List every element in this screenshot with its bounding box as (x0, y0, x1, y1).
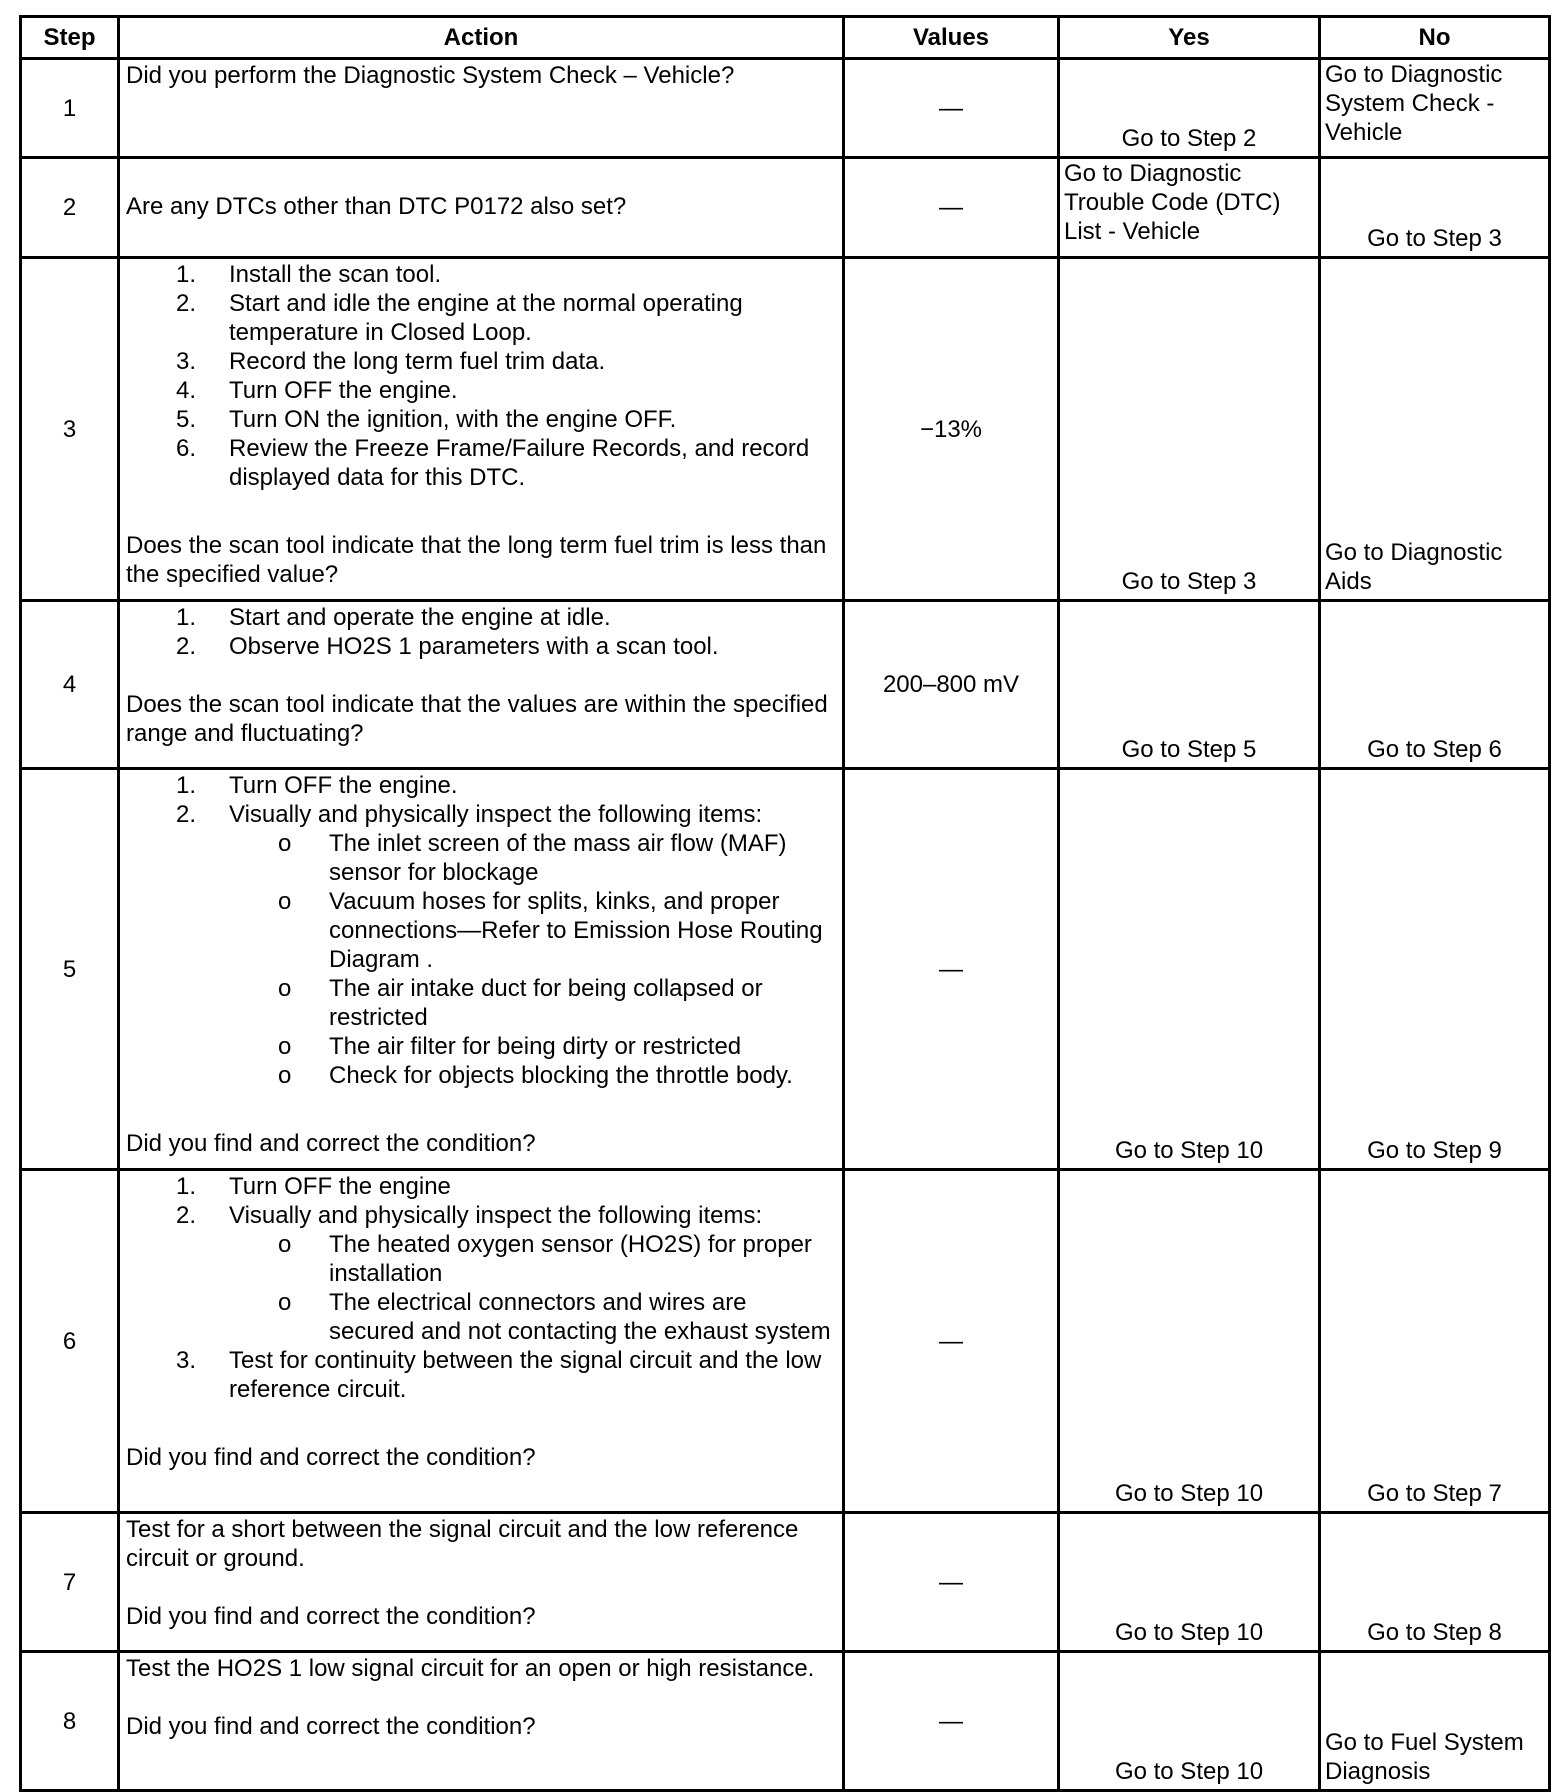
diagnostic-table (19, 15, 1551, 1792)
sub-list (229, 829, 836, 1090)
header-row (21, 17, 1550, 59)
action-cell (119, 1170, 844, 1513)
yes-cell: Go to Diagnostic Trouble Code (DTC) List - Vehicle (1059, 158, 1320, 258)
list-item: 4. Turn OFF the engine. (176, 377, 458, 404)
yes-cell: Go to Step 10 (1059, 1652, 1320, 1791)
action-text: Did you perform the Diagnostic System Check – Vehicle? (126, 62, 735, 89)
yes-cell: Go to Step 10 (1059, 769, 1320, 1170)
step-number: 8 (21, 1652, 119, 1791)
action-question: Does the scan tool indicate that the long term fuel trim is less than the specified value? (126, 532, 827, 588)
no-cell: Go to Diagnostic System Check - Vehicle (1320, 59, 1550, 158)
header-values: Values (844, 17, 1059, 59)
yes-cell: Go to Step 10 (1059, 1170, 1320, 1513)
table-row (21, 59, 1550, 158)
header-yes: Yes (1059, 17, 1320, 59)
action-question: Did you find and correct the condition? (126, 1130, 536, 1157)
action-question: Did you find and correct the condition? (126, 1444, 536, 1471)
step-number: 2 (21, 158, 119, 258)
no-cell: Go to Step 8 (1320, 1513, 1550, 1652)
list-item: 2. Visually and physically inspect the following items: o The heated oxygen sensor (HO2S) for proper installation o The electrical connectors and wires are secured and not contacting the exhaust system (126, 1201, 836, 1346)
list-item: 2. Start and idle the engine at the normal operating temperature in Closed Loop. (176, 290, 743, 346)
action-question: Are any DTCs other than DTC P0172 also set? (126, 193, 627, 220)
action-steps (126, 260, 836, 492)
sub-item: o The air filter for being dirty or restricted (278, 1033, 742, 1060)
header-no: No (1320, 17, 1550, 59)
action-steps (126, 1172, 836, 1404)
sub-item: o Check for objects blocking the throttle body. (278, 1062, 793, 1089)
header-step: Step (21, 17, 119, 59)
table-row (21, 158, 1550, 258)
table-row (21, 1652, 1550, 1791)
step-number: 1 (21, 59, 119, 158)
no-cell: Go to Step 7 (1320, 1170, 1550, 1513)
no-cell: Go to Step 3 (1320, 158, 1550, 258)
value-cell: −13% (844, 258, 1059, 601)
value-cell: — (844, 1652, 1059, 1791)
list-item: 1. Install the scan tool. (176, 261, 442, 288)
sub-item: o Vacuum hoses for splits, kinks, and proper connections—Refer to Emission Hose Routing Diagram . (278, 888, 823, 973)
action-cell (119, 601, 844, 769)
value-cell: — (844, 769, 1059, 1170)
step-number: 3 (21, 258, 119, 601)
sub-item: o The heated oxygen sensor (HO2S) for proper installation (278, 1231, 812, 1287)
table-row (21, 258, 1550, 601)
list-item: 1. Start and operate the engine at idle. (176, 604, 611, 631)
value-cell: — (844, 158, 1059, 258)
list-item: 3. Record the long term fuel trim data. (176, 348, 606, 375)
sub-item: o The electrical connectors and wires are secured and not contacting the exhaust system (278, 1289, 831, 1345)
action-cell (119, 769, 844, 1170)
action-text: Test for a short between the signal circuit and the low reference circuit or ground. (126, 1516, 799, 1572)
action-steps (126, 771, 836, 1090)
value-cell: — (844, 59, 1059, 158)
no-cell: Go to Fuel System Diagnosis (1320, 1652, 1550, 1791)
value-cell: — (844, 1513, 1059, 1652)
list-item: 6. Review the Freeze Frame/Failure Records, and record displayed data for this DTC. (176, 435, 810, 491)
action-cell (119, 158, 844, 258)
no-cell: Go to Diagnostic Aids (1320, 258, 1550, 601)
sub-list (229, 1230, 836, 1346)
step-number: 7 (21, 1513, 119, 1652)
yes-cell: Go to Step 2 (1059, 59, 1320, 158)
value-cell: 200–800 mV (844, 601, 1059, 769)
value-cell: — (844, 1170, 1059, 1513)
step-number: 5 (21, 769, 119, 1170)
header-action: Action (119, 17, 844, 59)
yes-cell: Go to Step 10 (1059, 1513, 1320, 1652)
list-item: 1. Turn OFF the engine. (176, 772, 458, 799)
step-number: 4 (21, 601, 119, 769)
yes-cell: Go to Step 3 (1059, 258, 1320, 601)
action-steps (126, 603, 836, 661)
list-item: 2. Observe HO2S 1 parameters with a scan tool. (176, 633, 719, 660)
table-row (21, 1513, 1550, 1652)
table-row (21, 601, 1550, 769)
sub-item: o The inlet screen of the mass air flow (MAF) sensor for blockage (278, 830, 787, 886)
list-item: 1. Turn OFF the engine (176, 1173, 451, 1200)
yes-cell: Go to Step 5 (1059, 601, 1320, 769)
list-item: 3. Test for continuity between the signal circuit and the low reference circuit. (176, 1347, 822, 1403)
table-row (21, 1170, 1550, 1513)
no-cell: Go to Step 6 (1320, 601, 1550, 769)
action-cell (119, 258, 844, 601)
list-item: 5. Turn ON the ignition, with the engine OFF. (176, 406, 677, 433)
action-cell (119, 1513, 844, 1652)
action-question: Does the scan tool indicate that the values are within the specified range and fluctuating? (126, 691, 828, 747)
action-text: Test the HO2S 1 low signal circuit for an open or high resistance. (126, 1655, 815, 1682)
step-number: 6 (21, 1170, 119, 1513)
action-question: Did you find and correct the condition? (126, 1603, 536, 1630)
no-cell: Go to Step 9 (1320, 769, 1550, 1170)
action-question: Did you find and correct the condition? (126, 1713, 536, 1740)
table-row (21, 769, 1550, 1170)
action-cell (119, 59, 844, 158)
sub-item: o The air intake duct for being collapsed or restricted (278, 975, 763, 1031)
action-cell (119, 1652, 844, 1791)
list-item: 2. Visually and physically inspect the following items: o The inlet screen of the mass air flow (MAF) sensor for blockage o Vacuum hoses for splits, kinks, and proper connections—Refer to Emission Hose Routing Diagram . o The air intake duct for being collapsed or restricted o The air filter for being dirty or restricted o Check for objects blocking the throttle body. (126, 800, 836, 1090)
